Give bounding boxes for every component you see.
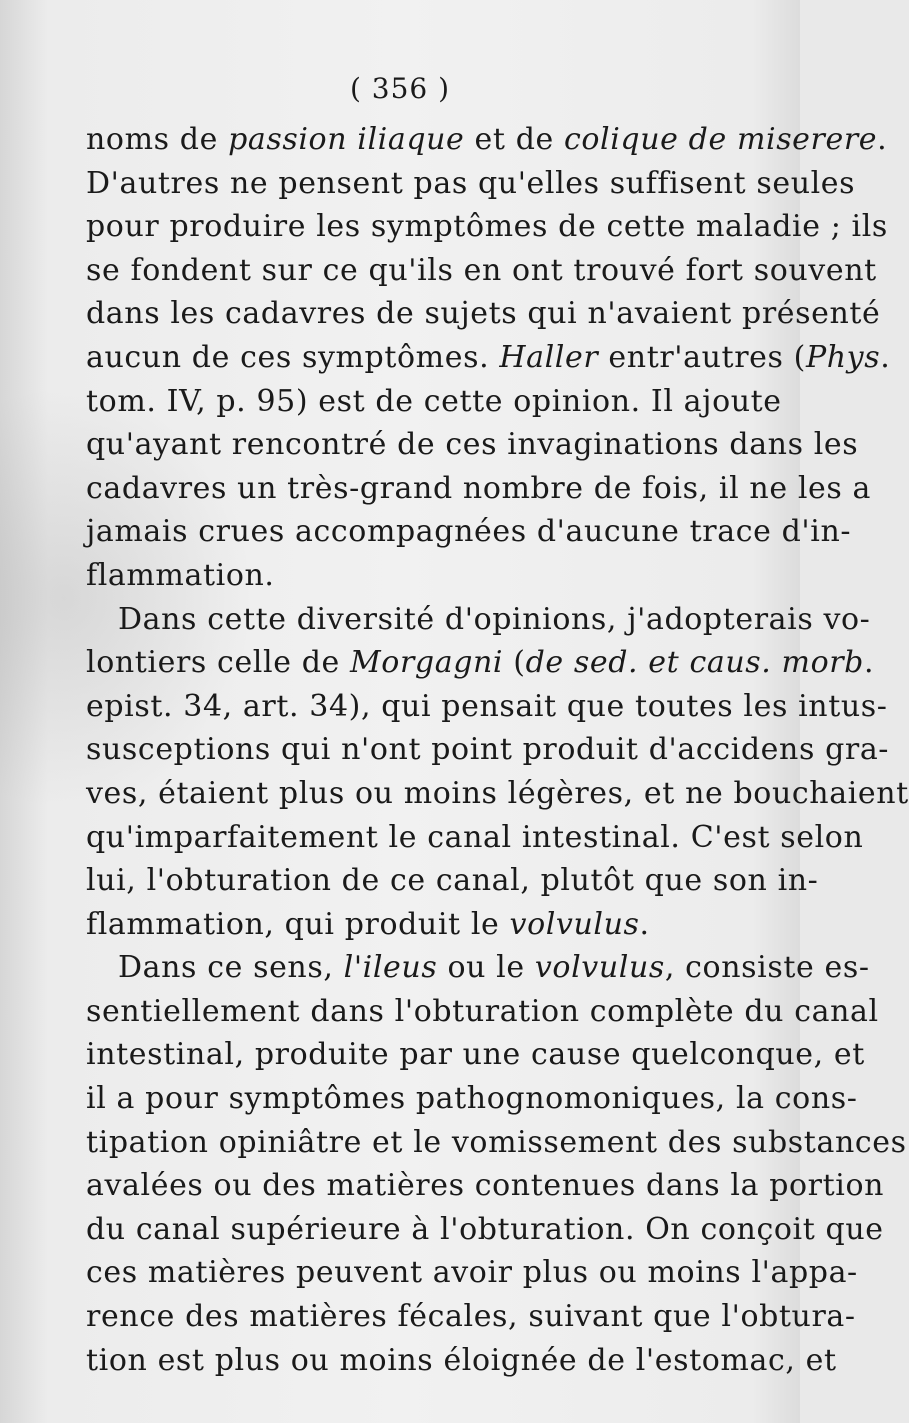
text-segment: tom. IV, p. 95) est de cette opinion. Il ajoute [86, 383, 782, 419]
text-segment: susceptions qui n'ont point produit d'accidens gra- [86, 732, 890, 768]
text-line [86, 205, 888, 249]
text-line [86, 859, 819, 903]
text-line [86, 728, 890, 772]
text-line [86, 903, 754, 947]
text-line [86, 1339, 837, 1383]
text-segment: flammation. [86, 557, 275, 593]
text-segment: . [639, 906, 650, 942]
italic-text: l'ileus [343, 950, 438, 986]
text-line [86, 946, 870, 990]
text-segment: rence des matières fécales, suivant que l'obtura- [86, 1299, 856, 1335]
text-segment: epist. 34, art. 34), qui pensait que toutes les intus- [86, 688, 888, 724]
text-line [86, 118, 888, 162]
text-line [86, 1164, 885, 1208]
text-line [86, 641, 875, 685]
text-line [86, 467, 871, 511]
text-segment: Dans cette diversité d'opinions, j'adopterais vo- [118, 601, 871, 637]
text-segment: du canal supérieure à l'obturation. On conçoit que [86, 1211, 884, 1247]
body-text [86, 118, 909, 1382]
italic-text: de sed. et caus. morb [525, 645, 864, 681]
text-segment: ( [503, 645, 526, 681]
text-segment: . [877, 122, 888, 157]
text-segment: jamais crues accompagnées d'aucune trace d'in- [86, 514, 852, 550]
text-segment: lontiers celle de [86, 645, 350, 681]
text-segment: ces matières peuvent avoir plus ou moins l'appa- [86, 1255, 858, 1291]
text-line [86, 1033, 865, 1077]
text-segment: pour produire les symptômes de cette maladie ; ils [86, 209, 888, 245]
text-segment: il a pour symptômes pathognomoniques, la cons- [86, 1081, 858, 1117]
italic-text: passion iliaque [228, 122, 465, 157]
text-line [86, 772, 909, 816]
text-segment: , consiste es- [664, 950, 870, 986]
text-segment: et de [464, 122, 564, 157]
text-segment: . [863, 645, 875, 681]
text-segment: aucun de ces symptômes. [86, 339, 500, 375]
text-line [86, 685, 888, 729]
text-line [86, 380, 782, 424]
text-segment: sentiellement dans l'obturation complète du canal [86, 993, 879, 1029]
text-segment: se fondent sur ce qu'ils en ont trouvé fort souvent [86, 252, 877, 288]
italic-text: volvulus [534, 950, 665, 986]
italic-text: Haller [499, 339, 599, 375]
text-segment: dans les cadavres de sujets qui n'avaient présenté [86, 296, 881, 332]
text-segment: cadavres un très-grand nombre de fois, il ne les a [86, 470, 871, 506]
text-line [86, 249, 877, 293]
text-segment: qu'imparfaitement le canal intestinal. C'est selon [86, 819, 864, 855]
text-line [86, 816, 864, 860]
text-segment: lui, l'obturation de ce canal, plutôt que son in- [86, 863, 819, 899]
text-segment: . [880, 339, 891, 375]
text-segment: entr'autres ( [598, 339, 806, 375]
text-segment: ves, étaient plus ou moins légères, et ne bouchaient [86, 775, 909, 811]
text-segment: qu'ayant rencontré de ces invaginations dans les [86, 427, 859, 463]
text-segment: noms de [86, 122, 229, 157]
text-line [86, 1121, 907, 1165]
text-line [86, 510, 852, 554]
text-line [86, 1208, 884, 1252]
page-number: ( 356 ) [349, 72, 451, 105]
text-segment: flammation, qui produit le [86, 906, 510, 942]
text-segment: Dans ce sens, [118, 950, 344, 986]
text-line [86, 1295, 856, 1339]
text-line [86, 423, 859, 467]
italic-text: volvulus [509, 906, 640, 942]
text-segment: ou le [437, 950, 535, 986]
text-line [86, 1077, 858, 1121]
text-line [86, 1251, 858, 1295]
text-line [86, 292, 881, 336]
text-segment: tion est plus ou moins éloignée de l'estomac, et [86, 1342, 837, 1378]
text-line [86, 162, 856, 206]
text-segment: intestinal, produite par une cause quelconque, et [86, 1037, 865, 1073]
text-line [86, 598, 871, 642]
italic-text: colique de miserere [563, 122, 878, 157]
text-line [86, 554, 754, 598]
text-segment: tipation opiniâtre et le vomissement des substances [86, 1124, 907, 1160]
italic-text: Phys [805, 339, 881, 375]
italic-text: Morgagni [349, 645, 504, 681]
text-segment: avalées ou des matières contenues dans la portion [86, 1168, 885, 1204]
text-line [86, 990, 879, 1034]
text-line [86, 336, 891, 380]
text-segment: D'autres ne pensent pas qu'elles suffisent seules [86, 165, 856, 201]
